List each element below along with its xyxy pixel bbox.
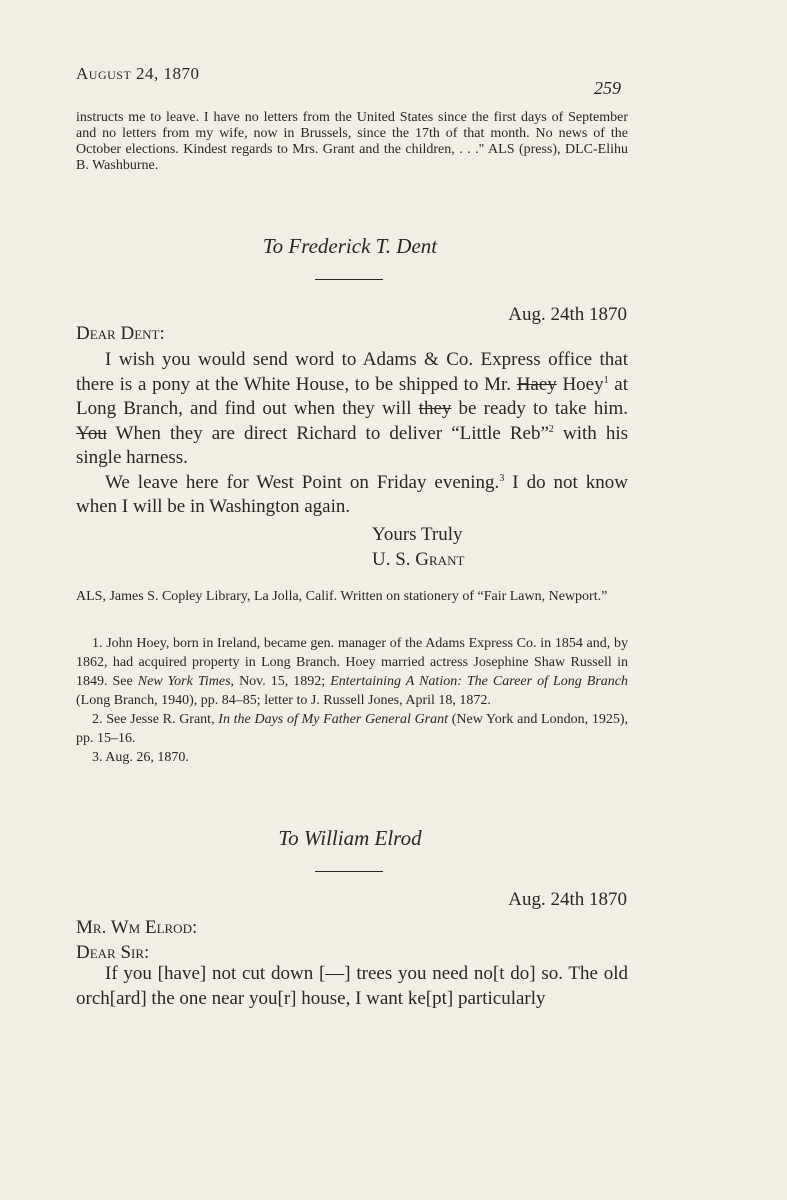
- struck-word: You: [76, 422, 107, 444]
- letter-body-dent: [76, 348, 628, 520]
- salutation-elrod: Dear Sir:: [76, 942, 150, 963]
- text-run: Hoey: [556, 373, 604, 395]
- continuation-paragraph: instructs me to leave. I have no letters from the United States since the first days of September and no letters from my wife, now in Brussels, since the 17th of that month. No news of the October elections. Kindest regards to Mrs. Grant and the children, . . ." ALS (press), DLC-Elihu B. Washburne.: [76, 110, 628, 173]
- italic-title: In the Days of My Father General Grant: [218, 712, 449, 727]
- footnote-2: [76, 710, 628, 748]
- italic-title: Entertaining A Nation: The Career of Long Branch: [330, 674, 629, 689]
- heading-rule: [315, 279, 383, 280]
- text-run: , Nov. 15, 1892;: [230, 674, 331, 689]
- addressee-elrod: Mr. Wm Elrod:: [76, 917, 198, 938]
- footnotes: [76, 634, 628, 767]
- footnote-marker: 2: [548, 423, 554, 435]
- source-note: ALS, James S. Copley Library, La Jolla, Calif. Written on stationery of “Fair Lawn, Newport.”: [76, 589, 608, 604]
- text-run: I do not know when I will be in Washington again.: [76, 471, 629, 517]
- text-run: I wish you would send word to Adams & Co. Express office that there is a pony at the White House, to be shipped to Mr.: [76, 349, 628, 395]
- footnote-marker: 1: [603, 374, 609, 386]
- text-run: 1. John Hoey, born in Ireland, became gen. manager of the Adams Express Co. in 1854 and, by 1862, had acquired property in Long Branch. Hoey married actress Josephine Shaw Russell in 1849. See: [76, 636, 628, 689]
- footnote-1: [76, 634, 628, 710]
- letter-paragraph: [76, 348, 628, 471]
- footnote-marker: 3: [499, 472, 505, 484]
- heading-rule: [315, 871, 383, 872]
- running-head-month: August: [76, 64, 132, 83]
- letter-heading-dent: To Frederick T. Dent: [262, 234, 438, 258]
- letter-date-elrod: Aug. 24th 1870: [508, 889, 627, 910]
- footnote-3: 3. Aug. 26, 1870.: [92, 750, 189, 765]
- text-run: We leave here for West Point on Friday evening.: [105, 471, 500, 493]
- text-run: (Long Branch, 1940), pp. 84–85; letter to J. Russell Jones, April 18, 1872.: [76, 693, 491, 708]
- page-number: 259: [594, 78, 621, 98]
- struck-word: Haey: [516, 373, 557, 395]
- text-run: with his single harness.: [76, 422, 629, 468]
- text-run: (New York and London, 1925), pp. 15–16.: [76, 712, 628, 746]
- letter-body-elrod: [76, 962, 628, 1011]
- running-head: [76, 64, 200, 84]
- text-run: be ready to take him.: [451, 398, 628, 419]
- text-run: at Long Branch, and find out when they will: [76, 373, 629, 419]
- letter-closing: Yours Truly: [372, 524, 463, 545]
- letter-paragraph: If you [have] not cut down [—] trees you need no[t do] so. The old orch[ard] the one near you[r] house, I want ke[pt] particularly: [76, 963, 628, 1009]
- signature: U. S. Grant: [372, 549, 465, 570]
- italic-title: New York Times: [137, 674, 231, 689]
- letter-date-dent: Aug. 24th 1870: [508, 304, 627, 325]
- text-run: When they are direct Richard to deliver “Little Reb”: [106, 422, 549, 444]
- struck-word: they: [418, 398, 452, 419]
- letter-paragraph: [76, 471, 628, 520]
- running-head-date: 24, 1870: [131, 64, 200, 83]
- salutation-dent: Dear Dent:: [76, 323, 165, 344]
- letter-heading-elrod: To William Elrod: [278, 826, 422, 850]
- text-run: 2. See Jesse R. Grant,: [92, 712, 219, 727]
